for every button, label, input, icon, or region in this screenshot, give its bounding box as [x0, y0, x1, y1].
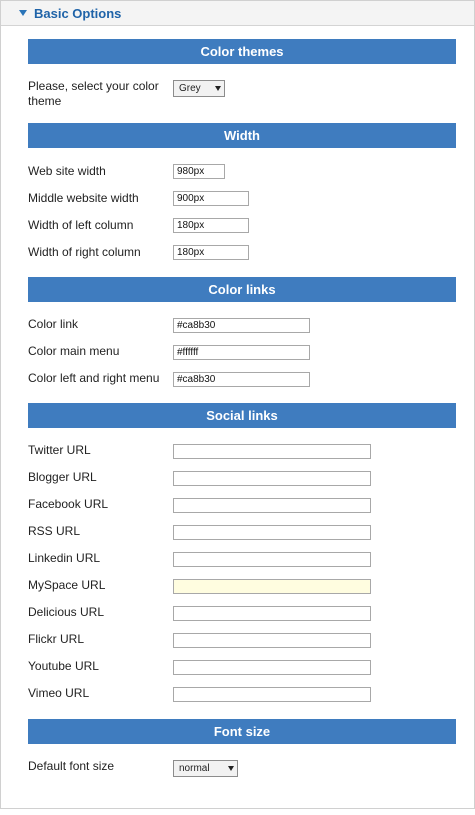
color-link-input[interactable]: #ca8b30 — [173, 318, 310, 333]
color-theme-select[interactable] — [173, 80, 225, 97]
font-size-label: Default font size — [28, 759, 115, 773]
field-label: Vimeo URL — [28, 686, 90, 700]
middle-website-width-input[interactable]: 900px — [173, 191, 249, 206]
myspace-url-input[interactable] — [173, 579, 371, 594]
field-label: Middle website width — [28, 191, 139, 205]
field-label: Color left and right menu — [28, 371, 160, 385]
section-header-width: Width — [28, 123, 456, 148]
field-label: Facebook URL — [28, 497, 109, 511]
field-label: RSS URL — [28, 524, 81, 538]
chevron-down-icon — [215, 86, 221, 91]
section-header-social-links: Social links — [28, 403, 456, 428]
collapse-arrow-icon[interactable] — [19, 10, 27, 16]
color-theme-value: Grey — [179, 83, 201, 94]
chevron-down-icon — [228, 766, 234, 771]
section-header-font-size: Font size — [28, 719, 456, 744]
vimeo-url-input[interactable] — [173, 687, 371, 702]
field-label: Youtube URL — [28, 659, 99, 673]
section-header-color-themes: Color themes — [28, 39, 456, 64]
color-theme-label: Please, select your color theme — [28, 79, 159, 108]
field-label: Linkedin URL — [28, 551, 101, 565]
font-size-select[interactable] — [173, 760, 238, 777]
color-side-menu-input[interactable]: #ca8b30 — [173, 372, 310, 387]
twitter-url-input[interactable] — [173, 444, 371, 459]
field-label: Color link — [28, 317, 79, 331]
web-site-width-input[interactable]: 980px — [173, 164, 225, 179]
field-label: Delicious URL — [28, 605, 105, 619]
field-label: MySpace URL — [28, 578, 106, 592]
blogger-url-input[interactable] — [173, 471, 371, 486]
color-main-menu-input[interactable]: #ffffff — [173, 345, 310, 360]
panel-header[interactable] — [1, 1, 474, 26]
font-size-value: normal — [179, 763, 210, 774]
field-label: Web site width — [28, 164, 106, 178]
field-label: Blogger URL — [28, 470, 97, 484]
flickr-url-input[interactable] — [173, 633, 371, 648]
delicious-url-input[interactable] — [173, 606, 371, 621]
panel-title: Basic Options — [34, 5, 122, 21]
right-column-width-input[interactable]: 180px — [173, 245, 249, 260]
facebook-url-input[interactable] — [173, 498, 371, 513]
field-label: Twitter URL — [28, 443, 91, 457]
rss-url-input[interactable] — [173, 525, 371, 540]
field-label: Width of left column — [28, 218, 134, 232]
field-label: Flickr URL — [28, 632, 84, 646]
linkedin-url-input[interactable] — [173, 552, 371, 567]
section-header-color-links: Color links — [28, 277, 456, 302]
youtube-url-input[interactable] — [173, 660, 371, 675]
field-label: Color main menu — [28, 344, 120, 358]
left-column-width-input[interactable]: 180px — [173, 218, 249, 233]
field-label: Width of right column — [28, 245, 141, 259]
